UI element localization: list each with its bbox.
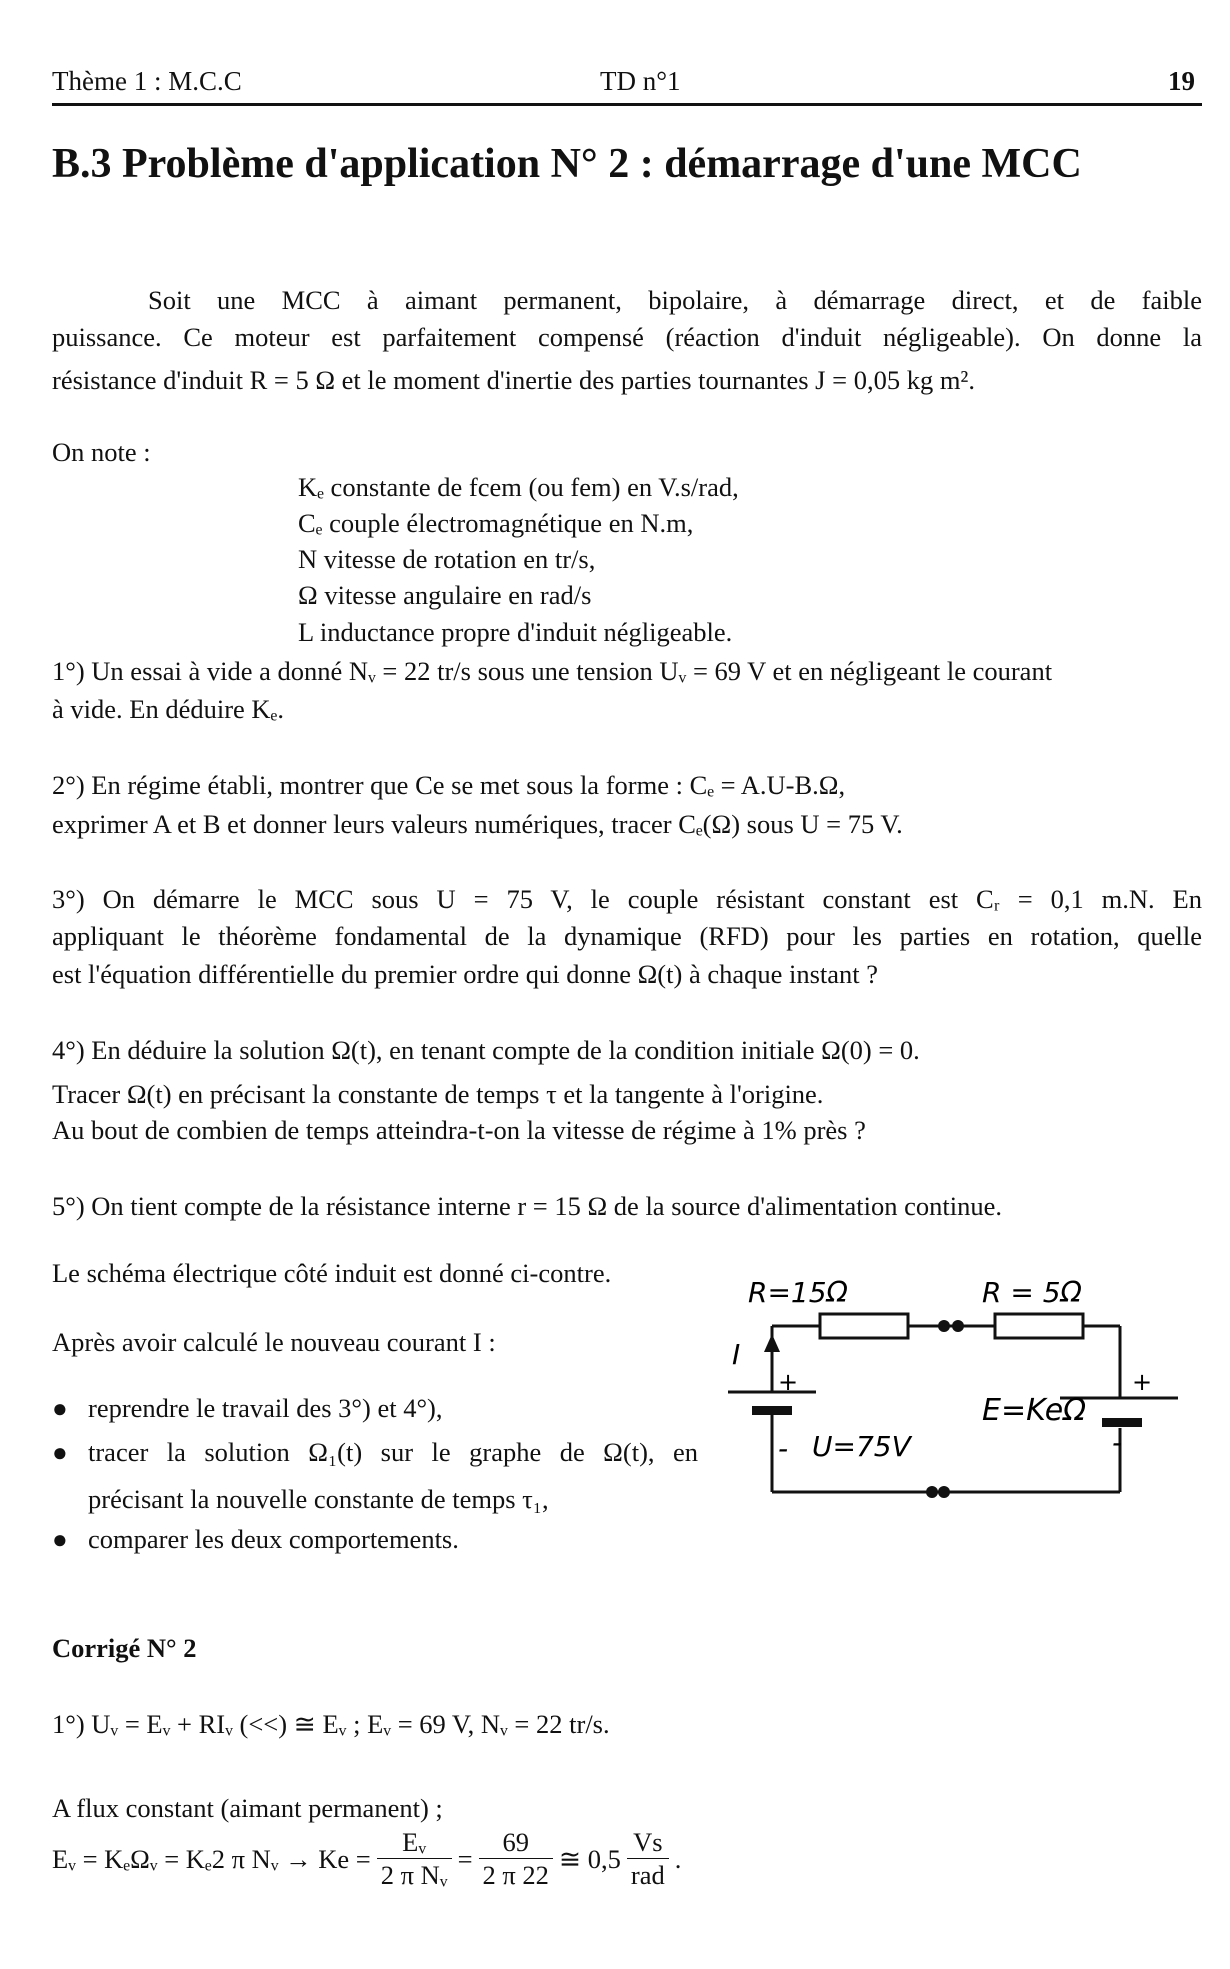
source-minus-sign: - — [778, 1432, 789, 1465]
notation-item: Kₑ constante de fcem (ou fem) en V.s/rad, — [298, 472, 739, 502]
task-item: reprendre le travail des 3°) et 4°), — [88, 1393, 443, 1423]
fraction-numerator: Eᵥ — [377, 1826, 452, 1859]
question-4-line-2: Tracer Ω(t) en précisant la constante de temps τ et la tangente à l'origine. — [52, 1079, 824, 1109]
fraction-numerator: 69 — [479, 1826, 553, 1859]
junction-dot — [938, 1486, 950, 1498]
corrige-title: Corrigé N° 2 — [52, 1633, 197, 1663]
armature-circuit-diagram — [720, 1260, 1180, 1520]
notation-item: Cₑ couple électromagnétique en N.m, — [298, 508, 694, 538]
fraction-69-over-2pi22 — [479, 1826, 553, 1891]
header-theme: Thème 1 : M.C.C — [52, 66, 242, 96]
intro-line-1: Soit une MCC à aimant permanent, bipolaire, à démarrage direct, et de faible — [148, 285, 1202, 315]
question-3-line-1: 3°) On démarre le MCC sous U = 75 V, le couple résistant constant est Cᵣ = 0,1 m.N. En — [52, 884, 1202, 914]
question-5-line-1: 5°) On tient compte de la résistance interne r = 15 Ω de la source d'alimentation continue. — [52, 1191, 1002, 1221]
question-3-line-2: appliquant le théorème fondamental de la dynamique (RFD) pour les parties en rotation, quelle — [52, 921, 1202, 951]
current-text: Après avoir calculé le nouveau courant I : — [52, 1327, 496, 1357]
question-4-line-3: Au bout de combien de temps atteindra-t-on la vitesse de régime à 1% près ? — [52, 1115, 866, 1145]
voltage-label: U=75V — [812, 1430, 911, 1463]
emf-plus-sign: + — [1132, 1368, 1153, 1396]
question-4-line-1: 4°) En déduire la solution Ω(t), en tenant compte de la condition initiale Ω(0) = 0. — [52, 1035, 920, 1065]
emf-minus-sign: - — [1112, 1426, 1123, 1459]
fraction-numerator: Vs — [627, 1826, 669, 1859]
armature-resistor — [995, 1314, 1083, 1338]
junction-dot — [952, 1320, 964, 1332]
schema-text: Le schéma électrique côté induit est donné ci-contre. — [52, 1258, 612, 1288]
source-resistor — [820, 1314, 908, 1338]
task-item: tracer la solution Ω₁(t) sur le graphe de Ω(t), en — [88, 1437, 698, 1467]
fraction-denominator: rad — [630, 1860, 665, 1890]
intro-line-3: résistance d'induit R = 5 Ω et le moment d'inertie des parties tournantes J = 0,05 kg m². — [52, 365, 975, 395]
question-1-line-1: 1°) Un essai à vide a donné Nᵥ = 22 tr/s sous une tension Uᵥ = 69 V et en négligeant le courant — [52, 656, 1053, 686]
header-td: TD n°1 — [600, 66, 681, 96]
junction-dot — [938, 1320, 950, 1332]
bullet-icon: ● — [52, 1525, 68, 1554]
header-rule — [52, 103, 1202, 106]
fraction-ev-over-2pinv — [377, 1826, 452, 1891]
current-arrow-icon — [764, 1334, 780, 1352]
source-plate-thick — [752, 1406, 792, 1415]
corrige-line-2: A flux constant (aimant permanent) ; — [52, 1793, 443, 1823]
intro-line-2: puissance. Ce moteur est parfaitement compensé (réaction d'induit négligeable). On donne la — [52, 322, 1202, 352]
source-plus-sign: + — [778, 1368, 799, 1396]
fraction-denominator: 2 π Nᵥ — [380, 1860, 448, 1890]
question-3-line-3: est l'équation différentielle du premier ordre qui donne Ω(t) à chaque instant ? — [52, 959, 879, 989]
equation-end: . — [674, 1843, 682, 1874]
emf-label: E=KeΩ — [982, 1393, 1087, 1428]
equals-sign: = — [457, 1843, 473, 1874]
question-2-line-2: exprimer A et B et donner leurs valeurs numériques, tracer Cₑ(Ω) sous U = 75 V. — [52, 809, 903, 839]
page-number: 19 — [1168, 66, 1195, 96]
approx-value: ≅ 0,5 — [558, 1843, 621, 1874]
page-title: B.3 Problème d'application N° 2 : démarrage d'une MCC — [52, 141, 1082, 187]
ke-equation — [52, 1826, 681, 1891]
source-resistance-label: R=15Ω — [748, 1276, 848, 1309]
current-label: I — [732, 1338, 741, 1371]
fraction-denominator: 2 π 22 — [482, 1860, 549, 1890]
notation-label: On note : — [52, 437, 151, 467]
corrige-line-1: 1°) Uᵥ = Eᵥ + RIᵥ (<<) ≅ Eᵥ ; Eᵥ = 69 V, Nᵥ = 22 tr/s. — [52, 1709, 610, 1739]
fraction-vs-over-rad — [627, 1826, 669, 1891]
notation-item: N vitesse de rotation en tr/s, — [298, 544, 596, 574]
equation-left: Eᵥ = KₑΩᵥ = Kₑ2 π Nᵥ → Ke = — [52, 1843, 371, 1874]
armature-resistance-label: R = 5Ω — [982, 1276, 1082, 1309]
notation-item: Ω vitesse angulaire en rad/s — [298, 580, 592, 610]
task-item: comparer les deux comportements. — [88, 1524, 459, 1554]
bullet-icon: ● — [52, 1394, 68, 1423]
junction-dot — [926, 1486, 938, 1498]
task-item-continued: précisant la nouvelle constante de temps τ₁, — [88, 1484, 549, 1514]
question-2-line-1: 2°) En régime établi, montrer que Ce se met sous la forme : Cₑ = A.U-B.Ω, — [52, 770, 846, 800]
notation-item: L inductance propre d'induit négligeable. — [298, 617, 733, 647]
bullet-icon: ● — [52, 1438, 68, 1467]
question-1-line-2: à vide. En déduire Kₑ. — [52, 694, 284, 724]
